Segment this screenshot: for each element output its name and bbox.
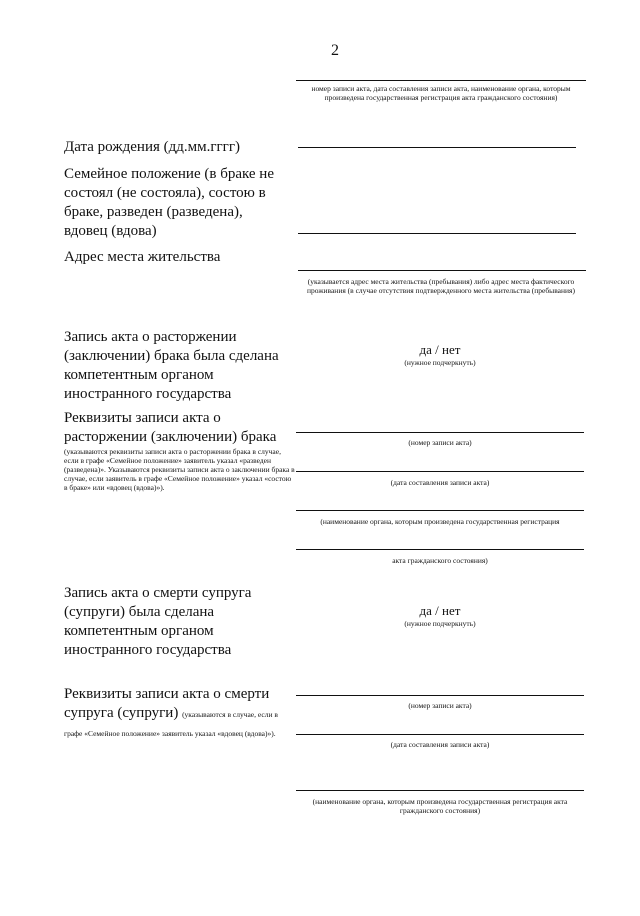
marital-status-field[interactable]: [298, 233, 576, 234]
marital-status-label: Семейное положение (в браке не состоял (не состояла), состою в браке, разведен (разведена), вдовец (вдова): [64, 166, 274, 239]
divorce-record-choice[interactable]: да / нет: [419, 342, 461, 357]
divorce-org-caption: (наименование органа, которым произведена государственная регистрация: [320, 517, 560, 526]
death-record-choice-note: (нужное подчеркнуть): [404, 619, 476, 628]
divorce-record-choice-note: (нужное подчеркнуть): [404, 358, 476, 367]
top-line: [296, 80, 586, 81]
birth-date-label: Дата рождения (дд.мм.гггг): [64, 139, 240, 155]
death-record-choice[interactable]: да / нет: [419, 603, 461, 618]
address-label: Адрес места жительства: [64, 249, 221, 265]
death-date-caption: (дата составления записи акта): [390, 740, 490, 749]
death-number-caption: (номер записи акта): [408, 701, 472, 710]
death-details-note: (указываются в случае, если в графе «Семейное положение» заявитель указал «вдовец (вдова)»).: [64, 710, 278, 738]
divorce-number-field[interactable]: [296, 432, 584, 433]
page-number: 2: [331, 42, 339, 59]
address-field[interactable]: [298, 270, 586, 271]
divorce-org-field[interactable]: [296, 510, 584, 511]
divorce-number-caption: (номер записи акта): [408, 438, 472, 447]
divorce-details-label: Реквизиты записи акта о расторжении (заключении) брака: [64, 410, 277, 445]
top-caption: номер записи акта, дата составления записи акта, наименование органа, которым произведена государственная регистрация акта гражданского состояния): [311, 84, 571, 102]
death-org-caption: (наименование органа, которым произведена государственная регистрация акта гражданского состояния): [312, 797, 568, 815]
divorce-org-field-2[interactable]: [296, 549, 584, 550]
divorce-date-field[interactable]: [296, 471, 584, 472]
birth-date-field[interactable]: [298, 147, 576, 148]
death-number-field[interactable]: [296, 695, 584, 696]
death-details-label-text: Реквизиты записи акта о смерти супруга (супруги): [64, 686, 270, 721]
divorce-org-caption-2: акта гражданского состояния): [392, 556, 488, 565]
divorce-record-label: Запись акта о расторжении (заключении) брака была сделана компетентным органом иностранного государства: [64, 329, 279, 402]
divorce-date-caption: (дата составления записи акта): [390, 478, 490, 487]
address-caption: (указывается адрес места жительства (пребывания) либо адрес места фактического проживания (в случае отсутствия подтвержденного места жительства (пребывания): [307, 277, 575, 295]
death-details-label: [64, 685, 296, 742]
death-org-field[interactable]: [296, 790, 584, 791]
death-record-label: Запись акта о смерти супруга (супруги) была сделана компетентным органом иностранного государства: [64, 585, 252, 658]
death-date-field[interactable]: [296, 734, 584, 735]
divorce-details-note: (указываются реквизиты записи акта о расторжении брака в случае, если в графе «Семейное положение» заявитель указал «разведен (разведена)». Указываются реквизиты записи акта о заключении брака в случае, если заявитель в графе «Семейное положение» указал «состою в браке» или «вдовец (вдова)»).: [64, 447, 295, 492]
